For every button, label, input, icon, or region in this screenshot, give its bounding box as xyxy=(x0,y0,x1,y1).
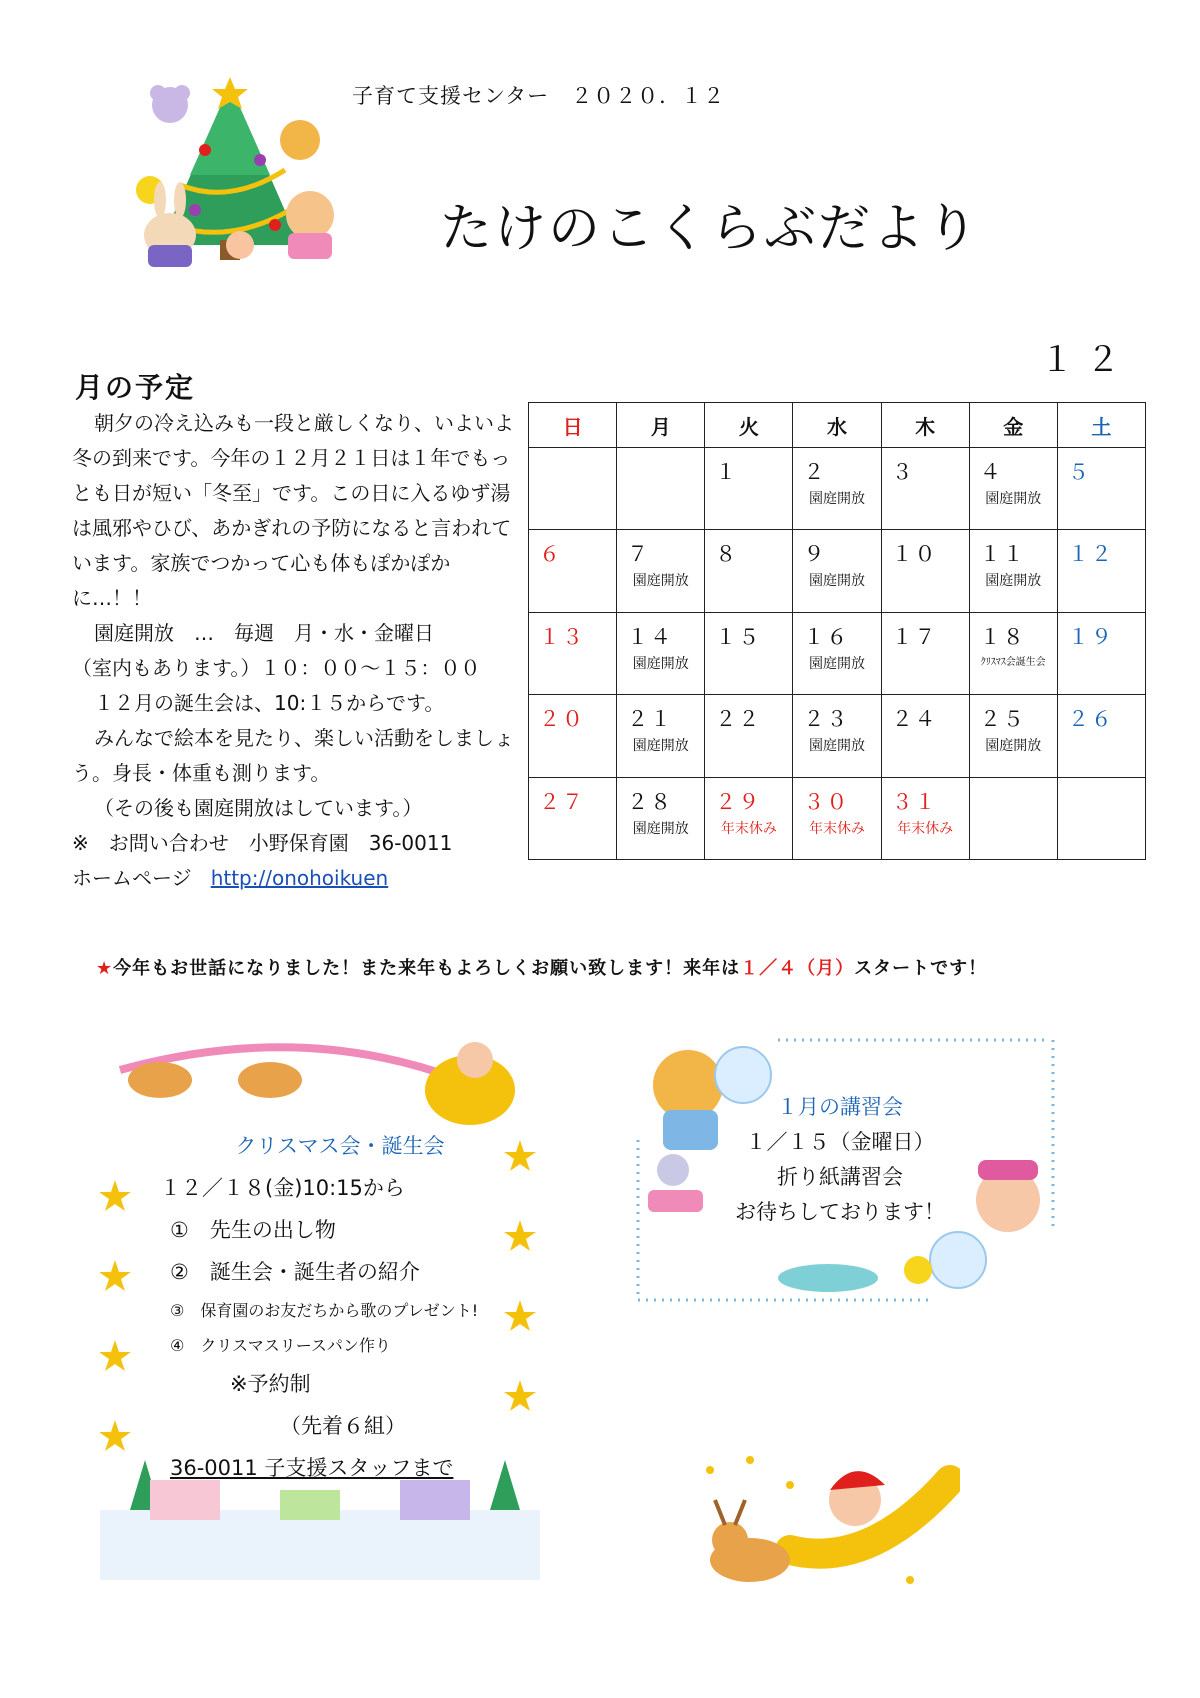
weekday-header-row xyxy=(529,403,1146,448)
reservation-note: ※予約制 xyxy=(230,1372,311,1396)
lecture-closing: お待ちしております！ xyxy=(735,1200,945,1224)
calendar-day-cell xyxy=(705,448,793,530)
day-note xyxy=(529,568,616,570)
calendar-day-cell xyxy=(529,612,617,694)
day-note xyxy=(705,486,792,488)
contact-line: ※ お問い合わせ 小野保育園 36-0011 xyxy=(72,831,453,855)
calendar-week-row xyxy=(529,695,1146,777)
calendar-day-cell xyxy=(881,777,969,859)
christmas-item-2: ② 誕生会・誕生者の紹介 xyxy=(170,1260,420,1284)
day-number: １７ xyxy=(891,624,938,649)
weekday-wednesday: 水 xyxy=(793,403,881,448)
weekday-thursday: 木 xyxy=(881,403,969,448)
weekday-friday: 金 xyxy=(969,403,1057,448)
homepage-line xyxy=(72,861,520,896)
calendar-day-cell xyxy=(705,777,793,859)
calendar-day-cell xyxy=(1057,530,1145,612)
calendar-day-cell xyxy=(793,612,881,694)
day-note: 園庭開放 xyxy=(808,738,865,755)
calendar-day-cell xyxy=(617,695,705,777)
garden-open-hours: （室内もあります。）１０：００～１５：００ xyxy=(72,656,481,680)
day-number: ４ xyxy=(979,460,1003,484)
day-note: 園庭開放 xyxy=(808,573,865,590)
day-number: ２８ xyxy=(627,789,674,814)
day-note xyxy=(529,486,616,488)
calendar-day-cell xyxy=(793,695,881,777)
day-number: １４ xyxy=(627,624,674,649)
star-icon: ★ xyxy=(96,958,114,979)
lecture-date: １／１５（金曜日） xyxy=(745,1130,935,1154)
calendar-day-cell xyxy=(1057,448,1145,530)
day-note: 園庭開放 xyxy=(632,738,689,755)
day-note: 園庭開放 xyxy=(632,573,689,590)
announcement-date: １／４（月） xyxy=(740,958,855,979)
lecture-title: １月の講習会 xyxy=(777,1095,903,1119)
day-number: １８ xyxy=(979,624,1026,649)
calendar-day-cell xyxy=(705,530,793,612)
calendar-day-cell xyxy=(881,612,969,694)
newsletter-title: たけのこくらぶだより xyxy=(440,199,981,259)
calendar-day-cell xyxy=(881,448,969,530)
day-number: １２ xyxy=(1067,542,1114,567)
homepage-label: ホームページ xyxy=(72,866,192,890)
day-number: ６ xyxy=(539,542,562,567)
day-number xyxy=(617,448,704,486)
day-note: ｸﾘｽﾏｽ会誕生会 xyxy=(980,656,1046,668)
calendar-day-cell xyxy=(881,695,969,777)
homepage-link[interactable]: http://onohoikuen xyxy=(210,866,389,890)
calendar-day-cell xyxy=(1057,777,1145,859)
day-number: １３ xyxy=(539,624,585,649)
day-note xyxy=(882,733,969,735)
day-note xyxy=(882,568,969,570)
day-note xyxy=(970,816,1057,818)
day-note xyxy=(1058,733,1145,735)
day-note xyxy=(617,486,704,488)
day-note xyxy=(1058,568,1145,570)
calendar-day-cell xyxy=(617,777,705,859)
day-number: ２５ xyxy=(979,707,1026,732)
christmas-item-3: ③ 保育園のお友だちから歌のプレゼント! xyxy=(170,1301,479,1320)
day-note xyxy=(705,733,792,735)
day-note: 園庭開放 xyxy=(632,655,689,672)
calendar-table xyxy=(528,402,1146,860)
calendar-day-cell xyxy=(529,777,617,859)
day-note: 園庭開放 xyxy=(985,491,1042,507)
calendar-day-cell xyxy=(705,612,793,694)
calendar-day-cell xyxy=(881,530,969,612)
calendar-day-cell xyxy=(793,530,881,612)
weekday-tuesday: 火 xyxy=(705,403,793,448)
organization-header: 子育て支援センター ２０２０．１２ xyxy=(352,84,726,108)
day-number: ３０ xyxy=(803,789,850,814)
calendar-day-cell xyxy=(969,530,1057,612)
announcement-text-a: 今年もお世話になりました！また来年もよろしくお願い致します！来年は xyxy=(113,958,741,979)
day-note xyxy=(705,651,792,653)
day-note: 園庭開放 xyxy=(808,491,865,507)
weekday-saturday: 土 xyxy=(1057,403,1145,448)
christmas-contact: 36-0011 子支援スタッフまで xyxy=(170,1456,454,1480)
day-note: 年末休み xyxy=(897,820,954,837)
calendar-day-cell xyxy=(617,448,705,530)
day-number: ５ xyxy=(1067,460,1091,484)
capacity-note: （先着６組） xyxy=(280,1414,406,1438)
day-number xyxy=(529,448,616,486)
activities-line: みんなで絵本を見たり、楽しい活動をしましょう。身長・体重も測ります。 xyxy=(72,726,514,785)
christmas-datetime: １２／１８(金)10:15から xyxy=(160,1176,405,1200)
day-note: 年末休み xyxy=(720,820,777,837)
santa-reindeer-illustration xyxy=(690,1440,960,1600)
day-number: １１ xyxy=(979,542,1026,567)
birthday-party-line: １２月の誕生会は、10:１５からです。 xyxy=(94,691,445,715)
calendar-day-cell xyxy=(1057,695,1145,777)
day-number: ９ xyxy=(803,542,827,567)
day-number: ２２ xyxy=(715,707,762,732)
christmas-tree-illustration xyxy=(100,75,340,270)
calendar-day-cell xyxy=(617,530,705,612)
weekday-sunday: 日 xyxy=(529,403,617,448)
day-note: 園庭開放 xyxy=(985,573,1042,590)
calendar-day-cell xyxy=(969,448,1057,530)
day-note: 園庭開放 xyxy=(808,655,865,672)
day-note xyxy=(529,651,616,653)
calendar-week-row xyxy=(529,530,1146,612)
day-number: １０ xyxy=(891,542,938,567)
calendar-day-cell xyxy=(793,448,881,530)
day-number: ３１ xyxy=(891,789,938,814)
schedule-heading: 月の予定 xyxy=(75,371,196,404)
day-number: ８ xyxy=(715,542,739,567)
day-note xyxy=(529,816,616,818)
day-number: １ xyxy=(715,460,739,484)
garden-open-line: 園庭開放 … 毎週 月・水・金曜日 xyxy=(94,621,434,645)
intro-paragraph: 朝夕の冷え込みも一段と厳しくなり、いよいよ冬の到来です。今年の１２月２１日は１年でもっとも日が短い「冬至」です。この日に入るゆず湯は風邪やひび、あかぎれの予防になると言われています。家族でつかって心も体もぽかぽかに…！！ xyxy=(72,411,514,610)
day-note: 園庭開放 xyxy=(632,820,689,837)
day-number: ２ xyxy=(803,460,827,484)
day-note xyxy=(882,651,969,653)
calendar-day-cell xyxy=(793,777,881,859)
schedule-body xyxy=(72,406,520,896)
day-number: １５ xyxy=(715,624,762,649)
day-note xyxy=(882,486,969,488)
announcement-text-b: スタートです！ xyxy=(854,958,988,979)
day-number: １９ xyxy=(1067,624,1114,649)
day-note xyxy=(1058,486,1145,488)
weekday-monday: 月 xyxy=(617,403,705,448)
day-number: １６ xyxy=(803,624,850,649)
day-note: 年末休み xyxy=(808,820,865,837)
day-note: 園庭開放 xyxy=(985,738,1042,755)
year-end-announcement xyxy=(96,954,987,980)
after-note: （その後も園庭開放はしています。） xyxy=(94,796,423,820)
calendar-week-row xyxy=(529,777,1146,859)
day-number: ２１ xyxy=(627,707,674,732)
calendar-day-cell xyxy=(529,695,617,777)
day-number: ３ xyxy=(891,460,915,484)
lecture-name: 折り紙講習会 xyxy=(777,1165,903,1189)
day-number: ２６ xyxy=(1067,707,1114,732)
calendar-day-cell xyxy=(969,695,1057,777)
day-note xyxy=(705,568,792,570)
day-number: ７ xyxy=(627,542,651,567)
day-number: ２７ xyxy=(539,789,585,814)
calendar-day-cell xyxy=(969,612,1057,694)
calendar-week-row xyxy=(529,448,1146,530)
day-note xyxy=(1058,651,1145,653)
calendar-day-cell xyxy=(529,530,617,612)
christmas-item-4: ④ クリスマスリースパン作り xyxy=(170,1336,391,1355)
calendar-day-cell xyxy=(969,777,1057,859)
day-number: ２９ xyxy=(715,789,762,814)
day-number xyxy=(970,778,1057,816)
christmas-title: クリスマス会・誕生会 xyxy=(235,1134,445,1158)
calendar-day-cell xyxy=(1057,612,1145,694)
day-number: ２０ xyxy=(539,707,585,732)
calendar-week-row xyxy=(529,612,1146,694)
calendar-day-cell xyxy=(617,612,705,694)
month-number: １２ xyxy=(1040,340,1132,380)
calendar-day-cell xyxy=(529,448,617,530)
day-note xyxy=(529,733,616,735)
lecture-event xyxy=(690,1090,990,1230)
christmas-item-1: ① 先生の出し物 xyxy=(170,1218,336,1242)
day-note xyxy=(1058,816,1145,818)
christmas-event xyxy=(140,1130,520,1482)
day-number: ２４ xyxy=(891,707,938,732)
calendar-day-cell xyxy=(705,695,793,777)
day-number: ２３ xyxy=(803,707,850,732)
day-number xyxy=(1058,778,1145,816)
